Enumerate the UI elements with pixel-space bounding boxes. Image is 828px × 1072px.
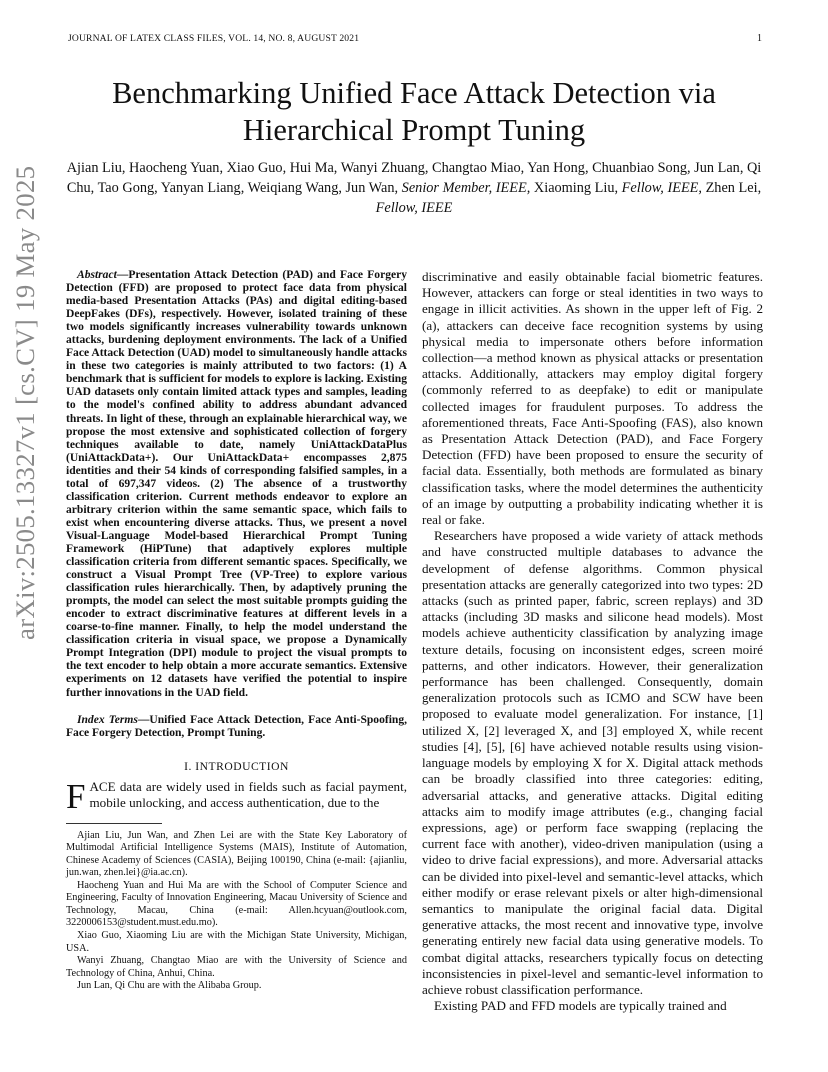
running-header: JOURNAL OF LATEX CLASS FILES, VOL. 14, NO. 8, AUGUST 2021 (68, 33, 360, 44)
author-name-liu: Xiaoming Liu, (533, 179, 619, 196)
body-paragraph-2: Researchers have proposed a wide variety of attack methods and have constructed multiple databases to advance the development of defense algorithms. Common physical presentation attacks are generally categorized into two types: 2D attacks (such as printed paper, fabric, screen replays) and 3D attacks (including 3D masks and silicone head models). Most models achieve authenticity classification by analyzing image texture details, focusing on inconsistent edges, screen moiré patterns, and other indicators. However, their generalization performance has been challenged. Consequently, domain generalization protocols such as ICMO and SCW have been proposed to evaluate model generalization. For instance, [1] utilized X, [2] leveraged X, and [3] employed X, while recent studies [4], [5], [6] have achieved notable results using vision-language models by employing X for X. Digital attack methods can be broadly classified into three categories: editing, adversarial attacks, and generative attacks. Digital editing attacks aim to modify image attributes (e.g., changing facial expressions, age) or perform face swapping (replacing the current face with another), video-driven manipulation (using a video to drive facial expressions), and more. Adversarial attacks can be divided into pixel-level and semantic-level attacks, which either modify or erase relevant pixels or alter high-dimensional semantics to manipulate the original facial data. Digital generative attacks, the most recent and innovative type, involve generating entirely new facial data using generative models. To combat digital attacks, researchers typically focus on detecting inconsistencies in pixel-level and semantic-level information to achieve robust classification performance. (422, 528, 763, 997)
author-role-fellow-2: Fellow, IEEE (375, 199, 453, 216)
section-heading-introduction: I. INTRODUCTION (184, 759, 289, 773)
paper-title: Benchmarking Unified Face Attack Detection via Hierarchical Prompt Tuning (112, 76, 716, 147)
footnote-divider (66, 823, 162, 824)
footnote-affiliation-3: Xiao Guo, Xiaoming Liu are with the Michigan State University, Michigan, USA. (66, 930, 407, 954)
page-number: 1 (757, 33, 762, 44)
arxiv-identifier: arXiv:2505.13327v1 [cs.CV] 19 May 2025 (10, 165, 40, 640)
abstract-text: —Presentation Attack Detection (PAD) and Face Forgery Detection (FFD) are proposed to protect face data from physical media-based Presentation Attacks (PAs) and digital editing-based DeepFakes (DFs), respectively. However, isolated training of these two models significantly increases vulnerability towards unknown attacks, burdening deployment environments. The lack of a Unified Face Attack Detection (UAD) model to simultaneously handle attacks in these two categories is mainly attributed to two factors: (1) A benchmark that is sufficient for models to explore is lacking. Existing UAD datasets only contain limited attack types and samples, leading to the model's confined ability to address abundant advanced threats. In light of these, through an explainable hierarchical way, we propose the most extensive and sophisticated collection of forgery techniques available to date, namely UniAttackDataPlus (UniAttackData+). Our UniAttackData+ encompasses 2,875 identities and their 54 kinds of corresponding falsified samples, in a total of 697,347 videos. (2) The absence of a trustworthy classification criterion. Current methods endeavor to explore an arbitrary criterion within the same semantic space, which fails to exist when encountering diverse attacks. Thus, we present a novel Visual-Language Model-based Hierarchical Prompt Tuning Framework (HiPTune) that adaptively explores multiple classification criteria from different semantic spaces. Specifically, we construct a Visual Prompt Tree (VP-Tree) to explore various classification rules hierarchically. Then, by adaptively pruning the prompts, the model can select the most suitable prompts guiding the encoder to extract discriminative features at different levels in a coarse-to-fine manner. Finally, to help the model understand the classification criteria in visual space, we propose a Dynamically Prompt Integration (DPI) module to project the visual prompts to the text encoder to help obtain a more accurate semantics. Extensive experiments on 12 datasets have verified the potential to inspire further innovations in the UAD field. (66, 269, 407, 699)
drop-cap: F (66, 776, 86, 816)
author-name-lei: Zhen Lei, (705, 179, 762, 196)
footnote-affiliation-5: Jun Lan, Qi Chu are with the Alibaba Group. (77, 980, 262, 992)
authors-names: Ajian Liu, Haocheng Yuan, Xiao Guo, Hui Ma, Wanyi Zhuang, Changtao Miao, Yan Hong, Chuanbiao Song, Jun Lan, Qi Chu, Tao Gong, Yanyan Liang, Weiqiang Wang, Jun Wan, (66, 160, 762, 196)
author-role-senior: Senior Member, IEEE, (401, 179, 531, 196)
author-role-fellow-1: Fellow, IEEE, (621, 179, 702, 196)
abstract-label: Abstract (77, 269, 117, 281)
index-terms-label: Index Terms (77, 713, 138, 726)
introduction-first-paragraph (66, 776, 407, 816)
footnote-affiliation-2: Haocheng Yuan and Hui Ma are with the School of Computer Science and Engineering, Faculty of Innovation Engineering, Macau University of Science and Technology, Macau, China (e-mail: Allen.hcyuan@outlook.com, 3220006153@student.must.edu.mo). (66, 879, 407, 929)
footnote-affiliation-4: Wanyi Zhuang, Changtao Miao are with the University of Science and Technology of China, Anhui, China. (66, 955, 407, 979)
footnote-affiliation-1: Ajian Liu, Jun Wan, and Zhen Lei are with the State Key Laboratory of Multimodal Artificial Intelligence Systems (MAIS), Institute of Automation, Chinese Academy of Sciences (CASIA), Beijing 100190, China (e-mail: {ajianliu, jun.wan, zhen.lei}@ia.ac.cn). (66, 829, 407, 879)
author-list (56, 159, 772, 218)
introduction-text: ACE data are widely used in fields such as facial payment, mobile unlocking, and access authentication, due to the (89, 778, 407, 810)
right-column (422, 269, 763, 1014)
index-terms (66, 714, 407, 740)
body-paragraph-1: discriminative and easily obtainable facial biometric features. However, attackers can forge or steal identities in two ways to engage in illicit activities. As shown in the upper left of Fig. 2 (a), attackers can deceive face recognition systems by using physical media to impersonate others before information collection—a method known as physical attacks or presentation attacks. Additionally, attackers may employ digital forgery (commonly referred to as deepfake) to edit or manipulate collected images for fraudulent purposes. To address the aforementioned threats, Face Anti-Spoofing (FAS), also known as Presentation Attack Detection (PAD), and Face Forgery Detection (FFD) have been proposed to ensure the security of facial data. Essentially, both methods are formulated as binary classification tasks, where the model determines the authenticity of an image by outputting a probability indicating whether it is real or fake. (422, 269, 763, 528)
abstract (66, 269, 407, 700)
body-paragraph-3: Existing PAD and FFD models are typically trained and (434, 998, 727, 1014)
index-terms-text: —Unified Face Attack Detection, Face Anti-Spoofing, Face Forgery Detection, Prompt Tuning. (66, 713, 407, 739)
left-column (66, 269, 407, 993)
